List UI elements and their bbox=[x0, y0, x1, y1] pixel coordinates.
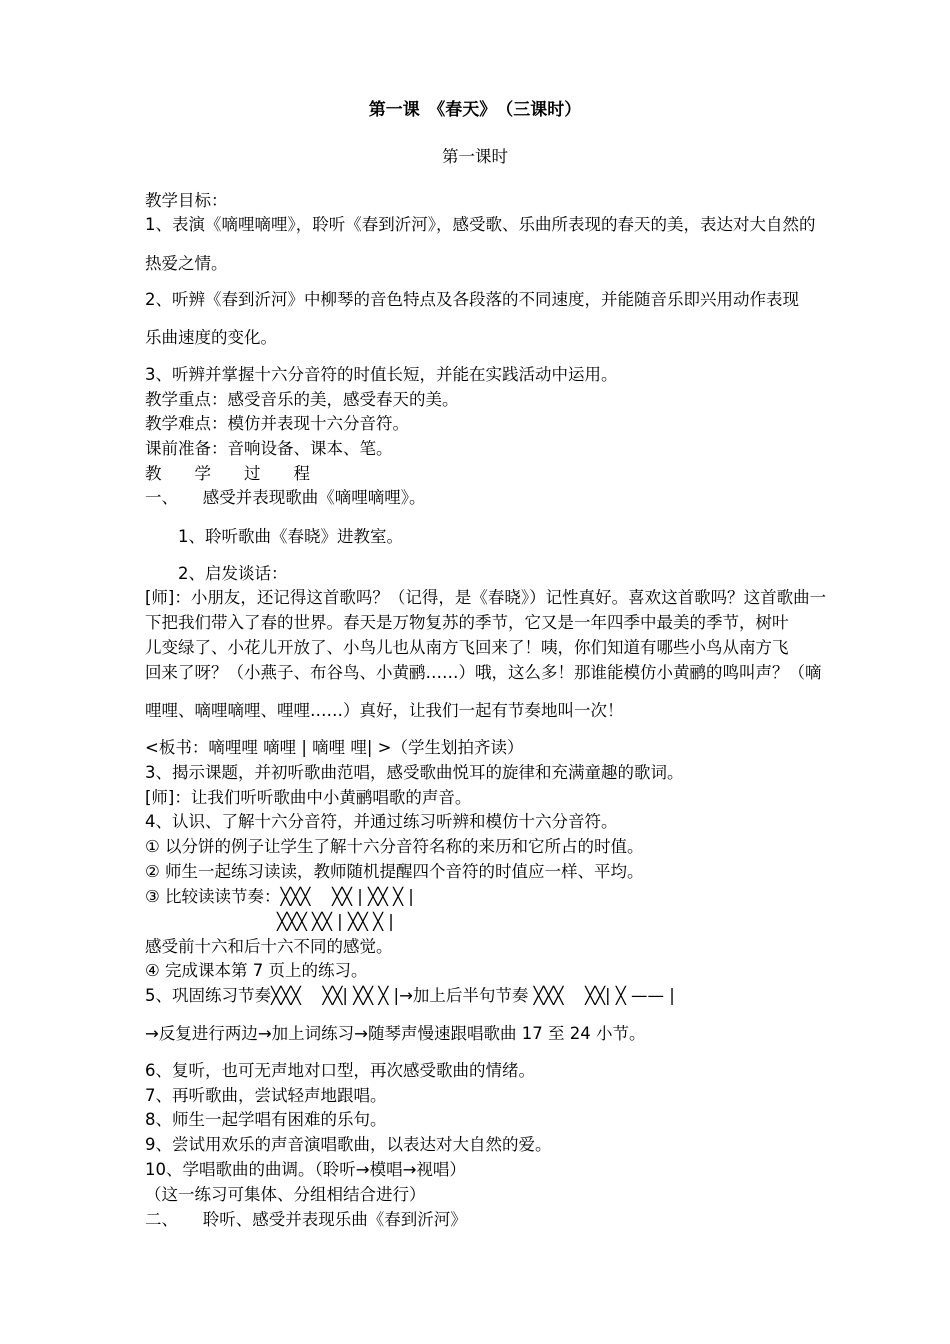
text-line: 9、尝试用欢乐的声音演唱歌曲，以表达对大自然的爱。 bbox=[145, 1135, 552, 1154]
text-line: 下把我们带入了春的世界。春天是万物复苏的季节，它又是一年四季中最美的季节，树叶 bbox=[145, 613, 789, 632]
text-line: 教学目标： bbox=[145, 191, 228, 210]
text-line: 5、巩固练习节奏╳╳╳ ╳╳| ╳╳ ╳ |→加上后半句节奏 ╳╳╳ ╳╳| ╳ —— | bbox=[145, 986, 675, 1005]
text-line: 3、揭示课题，并初听歌曲范唱，感受歌曲悦耳的旋律和充满童趣的歌词。 bbox=[145, 763, 684, 782]
text-line: 课前准备：音响设备、课本、笔。 bbox=[145, 439, 393, 458]
text-line: ② 师生一起练习读读，教师随机提醒四个音符的时值应一样、平均。 bbox=[145, 862, 644, 881]
text-line: 3、听辨并掌握十六分音符的时值长短，并能在实践活动中运用。 bbox=[145, 365, 618, 384]
text-line: [师]：让我们听听歌曲中小黄鹂唱歌的声音。 bbox=[145, 788, 472, 807]
text-line: →反复进行两边→加上词练习→随琴声慢速跟唱歌曲 17 至 24 小节。 bbox=[145, 1024, 646, 1043]
text-line: 教学难点：模仿并表现十六分音符。 bbox=[145, 414, 409, 433]
text-line: 7、再听歌曲，尝试轻声地跟唱。 bbox=[145, 1086, 387, 1105]
text-line: 一、 感受并表现歌曲《嘀哩嘀哩》。 bbox=[145, 488, 426, 507]
text-line: （这一练习可集体、分组相结合进行） bbox=[145, 1185, 426, 1204]
page-subtitle: 第一课时 bbox=[442, 147, 508, 166]
text-line: ④ 完成课本第 7 页上的练习。 bbox=[145, 961, 368, 980]
text-line: <板书：嘀哩哩 嘀哩 | 嘀哩 哩| >（学生划拍齐读） bbox=[145, 738, 524, 757]
text-line: ③ 比较读读节奏：╳╳╳ ╳╳ | ╳╳ ╳ | bbox=[145, 887, 414, 906]
text-line: 乐曲速度的变化。 bbox=[145, 328, 277, 347]
page-title: 第一课 《春天》 （三课时） bbox=[368, 100, 582, 120]
text-line: 教 学 过 程 bbox=[145, 464, 310, 483]
text-line: 2、启发谈话： bbox=[145, 564, 288, 583]
text-line: 6、复听，也可无声地对口型，再次感受歌曲的情绪。 bbox=[145, 1061, 535, 1080]
text-line: ╳╳╳ ╳╳ | ╳╳ ╳ | bbox=[145, 912, 394, 931]
text-line: 10、学唱歌曲的曲调。（聆听→模唱→视唱） bbox=[145, 1160, 466, 1179]
text-line: 8、师生一起学唱有困难的乐句。 bbox=[145, 1110, 387, 1129]
text-line: 1、表演《嘀哩嘀哩》，聆听《春到沂河》，感受歌、乐曲所表现的春天的美，表达对大自然的 bbox=[145, 215, 816, 234]
text-line: 1、聆听歌曲《春晓》进教室。 bbox=[145, 527, 403, 546]
text-line: 教学重点：感受音乐的美，感受春天的美。 bbox=[145, 390, 459, 409]
text-line: 儿变绿了、小花儿开放了、小鸟儿也从南方飞回来了！咦，你们知道有哪些小鸟从南方飞 bbox=[145, 638, 789, 657]
text-line: [师]：小朋友，还记得这首歌吗？（记得，是《春晓》）记性真好。喜欢这首歌吗？这首歌曲一 bbox=[145, 588, 827, 607]
text-line: ① 以分饼的例子让学生了解十六分音符名称的来历和它所占的时值。 bbox=[145, 837, 644, 856]
text-line: 回来了呀？（小燕子、布谷鸟、小黄鹂……）哦，这么多！那谁能模仿小黄鹂的鸣叫声？（嘀 bbox=[145, 663, 822, 682]
text-line: 二、 聆听、感受并表现乐曲《春到沂河》 bbox=[145, 1210, 467, 1229]
text-line: 4、认识、了解十六分音符，并通过练习听辨和模仿十六分音符。 bbox=[145, 812, 618, 831]
text-line: 2、听辨《春到沂河》中柳琴的音色特点及各段落的不同速度，并能随音乐即兴用动作表现 bbox=[145, 290, 799, 309]
text-line: 热爱之情。 bbox=[145, 254, 228, 273]
text-line: 感受前十六和后十六不同的感觉。 bbox=[145, 937, 393, 956]
text-line: 哩哩、嘀哩嘀哩、哩哩……）真好，让我们一起有节奏地叫一次！ bbox=[145, 701, 624, 720]
